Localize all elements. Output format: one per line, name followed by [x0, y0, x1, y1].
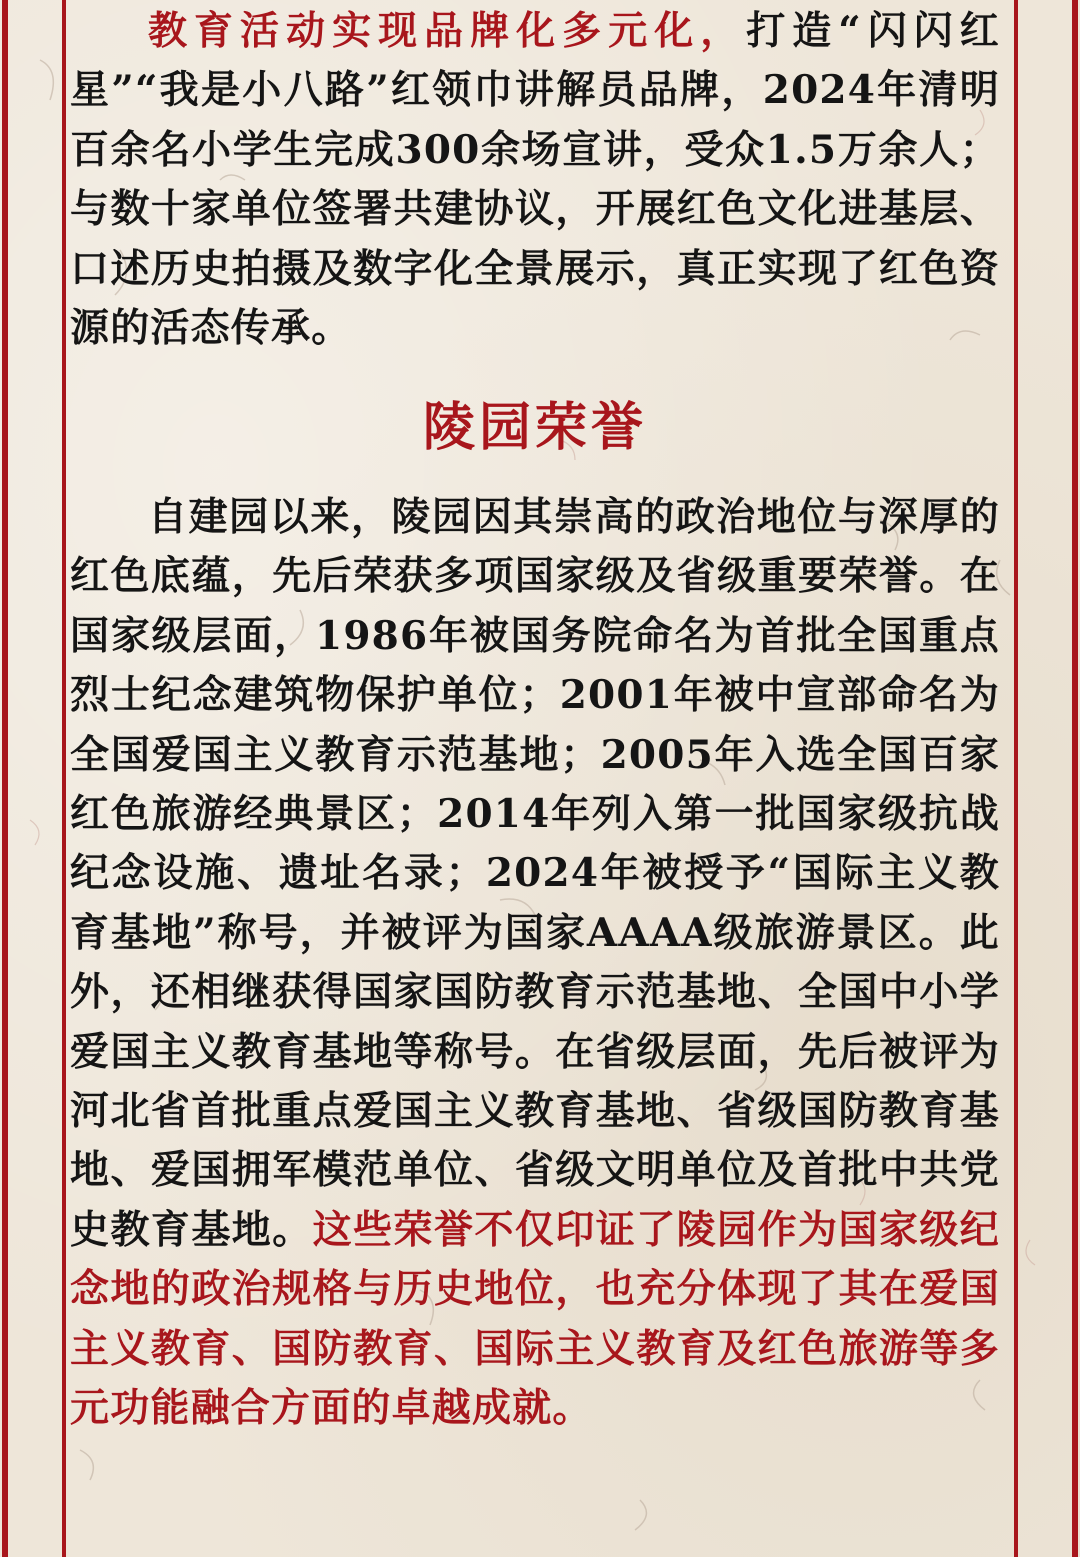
section-heading: 陵园荣誉	[422, 398, 647, 458]
intro-body: 打造“闪闪红星”“我是小八路”红领巾讲解员品牌，2024年清明百余名小学生完成300余场宣讲，受众1.5万余人；与数十家单位签署共建协议，开展红色文化进基层、口述历史拍摄及数字化全景展示，真正实现了红色资源的活态传承。	[70, 8, 1000, 352]
right-border-outer-line	[1072, 0, 1078, 1557]
honors-paragraph	[70, 488, 1000, 1439]
intro-paragraph	[70, 2, 1000, 358]
left-border-outer-line	[2, 0, 8, 1557]
left-border-inner-line	[62, 0, 66, 1557]
right-border-inner-line	[1014, 0, 1018, 1557]
honors-highlight: 这些荣誉不仅印证了陵园作为国家级纪念地的政治规格与历史地位，也充分体现了其在爱国主义教育、国防教育、国际主义教育及红色旅游等多元功能融合方面的卓越成就。	[70, 1206, 1000, 1432]
intro-highlight: 教育活动实现品牌化多元化，	[148, 8, 747, 54]
honors-body: 自建园以来，陵园因其崇高的政治地位与深厚的红色底蕴，先后荣获多项国家级及省级重要荣誉。在国家级层面，1986年被国务院命名为首批全国重点烈士纪念建筑物保护单位；2001年被中宣部命名为全国爱国主义教育示范基地；2005年入选全国百家红色旅游经典景区；2014年列入第一批国家级抗战纪念设施、遗址名录；2024年被授予“国际主义教育基地”称号，并被评为国家AAAA级旅游景区。此外，还相继获得国家国防教育示范基地、全国中小学爱国主义教育基地等称号。在省级层面，先后被评为河北省首批重点爱国主义教育基地、省级国防教育基地、爱国拥军模范单位、省级文明单位及首批中共党史教育基地。	[70, 494, 1000, 1253]
